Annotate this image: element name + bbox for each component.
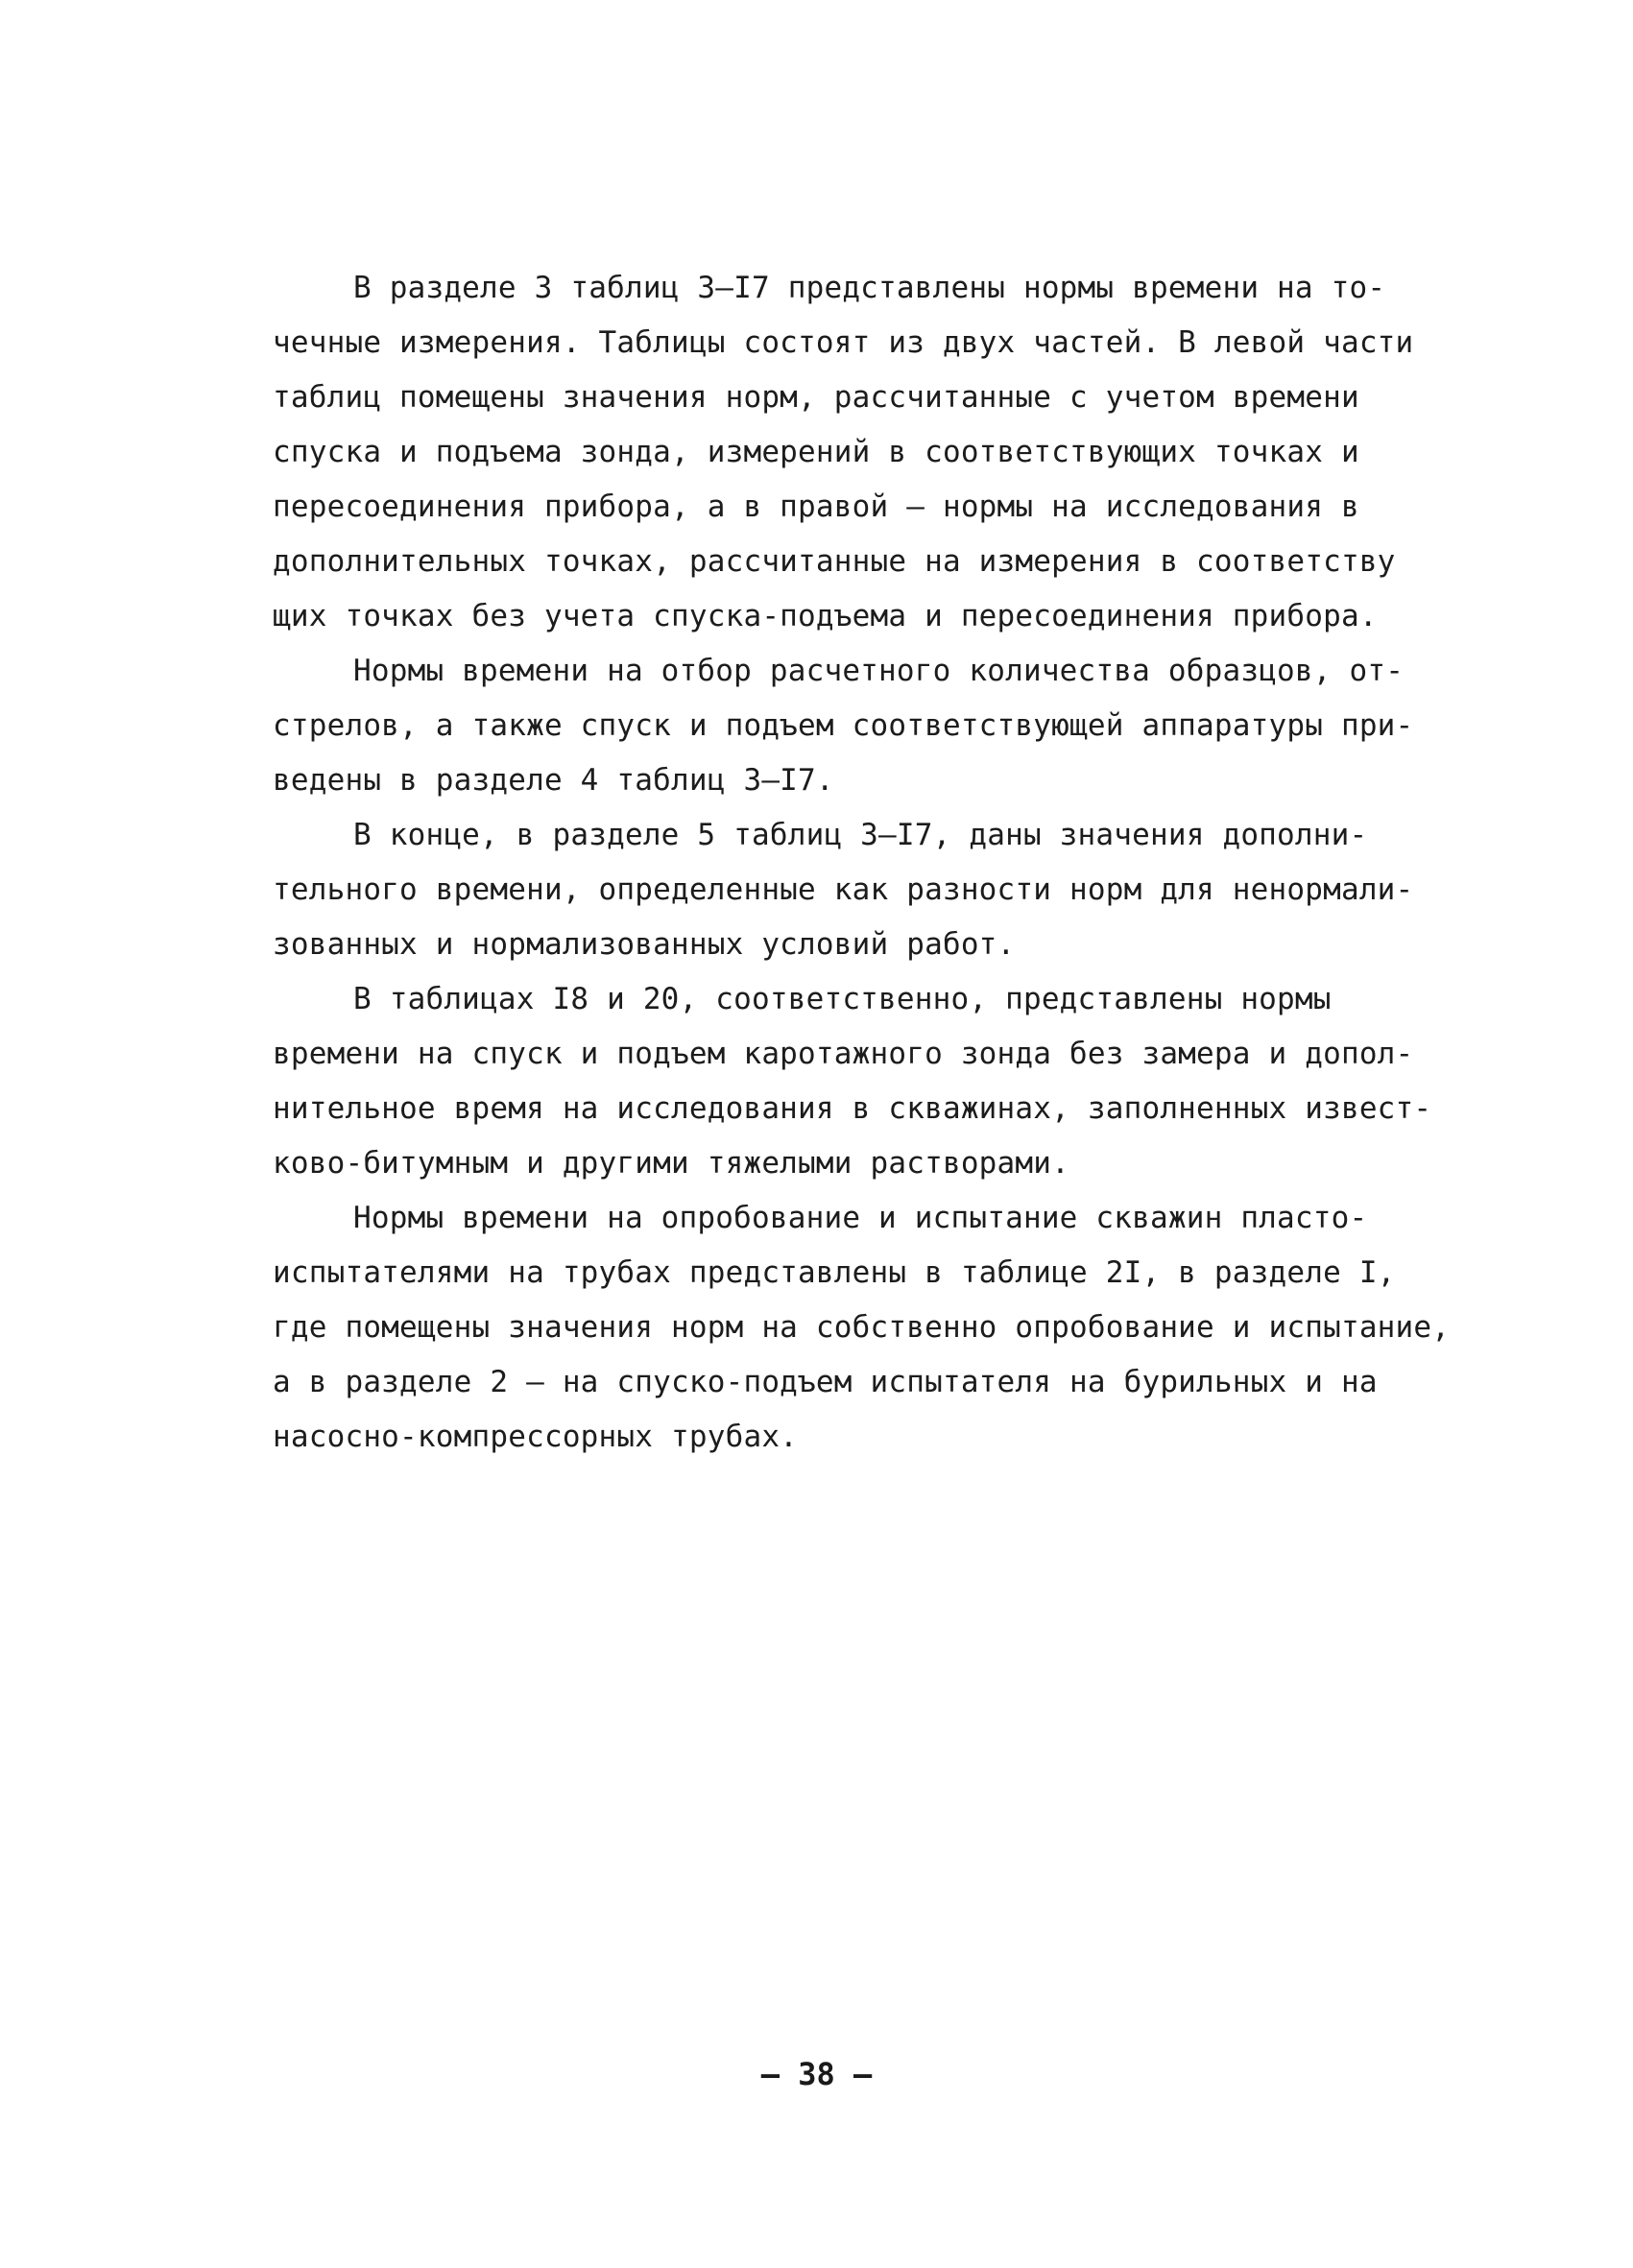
text-line: В разделе 3 таблиц 3–I7 представлены нормы времени на то-	[353, 271, 1386, 305]
text-line: испытателями на трубах представлены в таблице 2I, в разделе I,	[273, 1255, 1396, 1290]
text-line: В таблицах I8 и 20, соответственно, представлены нормы	[353, 982, 1332, 1016]
text-line: стрелов, а также спуск и подъем соответствующей аппаратуры при-	[273, 708, 1414, 743]
text-line: дополнительных точках, рассчитанные на измерения в соответству	[273, 544, 1396, 579]
text-line: тельного времени, определенные как разности норм для ненормали-	[273, 872, 1414, 907]
text-line: а в разделе 2 – на спуско-подъем испытателя на бурильных и на	[273, 1365, 1378, 1399]
text-line: пересоединения прибора, а в правой – нормы на исследования в	[273, 489, 1359, 524]
paragraph-1	[273, 261, 1414, 644]
page-number: – 38 –	[760, 2056, 873, 2092]
text-line: насосно-компрессорных трубах.	[273, 1420, 799, 1454]
paragraph-5	[273, 1191, 1451, 1465]
text-line: ведены в разделе 4 таблиц 3–I7.	[273, 763, 834, 798]
text-line: нительное время на исследования в скважинах, заполненных извест-	[273, 1091, 1432, 1126]
body-text	[273, 261, 1451, 1465]
text-line: Нормы времени на отбор расчетного количества образцов, от-	[353, 654, 1405, 688]
text-line: спуска и подъема зонда, измерений в соответствующих точках и	[273, 435, 1359, 469]
text-line: щих точках без учета спуска-подъема и пересоединения прибора.	[273, 599, 1378, 633]
text-line: зованных и нормализованных условий работ.	[273, 927, 1016, 962]
text-line: В конце, в разделе 5 таблиц 3–I7, даны значения дополни-	[353, 818, 1368, 852]
text-line: Нормы времени на опробование и испытание скважин пласто-	[353, 1201, 1368, 1235]
text-line: где помещены значения норм на собственно опробование и испытание,	[273, 1310, 1451, 1345]
paragraph-2	[273, 644, 1414, 808]
text-line: ково-битумным и другими тяжелыми растворами.	[273, 1146, 1069, 1181]
text-line: чечные измерения. Таблицы состоят из двух частей. В левой части	[273, 325, 1414, 360]
text-line: времени на спуск и подъем каротажного зонда без замера и допол-	[273, 1037, 1414, 1071]
paragraph-4	[273, 972, 1432, 1191]
text-line: таблиц помещены значения норм, рассчитанные с учетом времени	[273, 380, 1359, 415]
paragraph-3	[273, 808, 1414, 972]
